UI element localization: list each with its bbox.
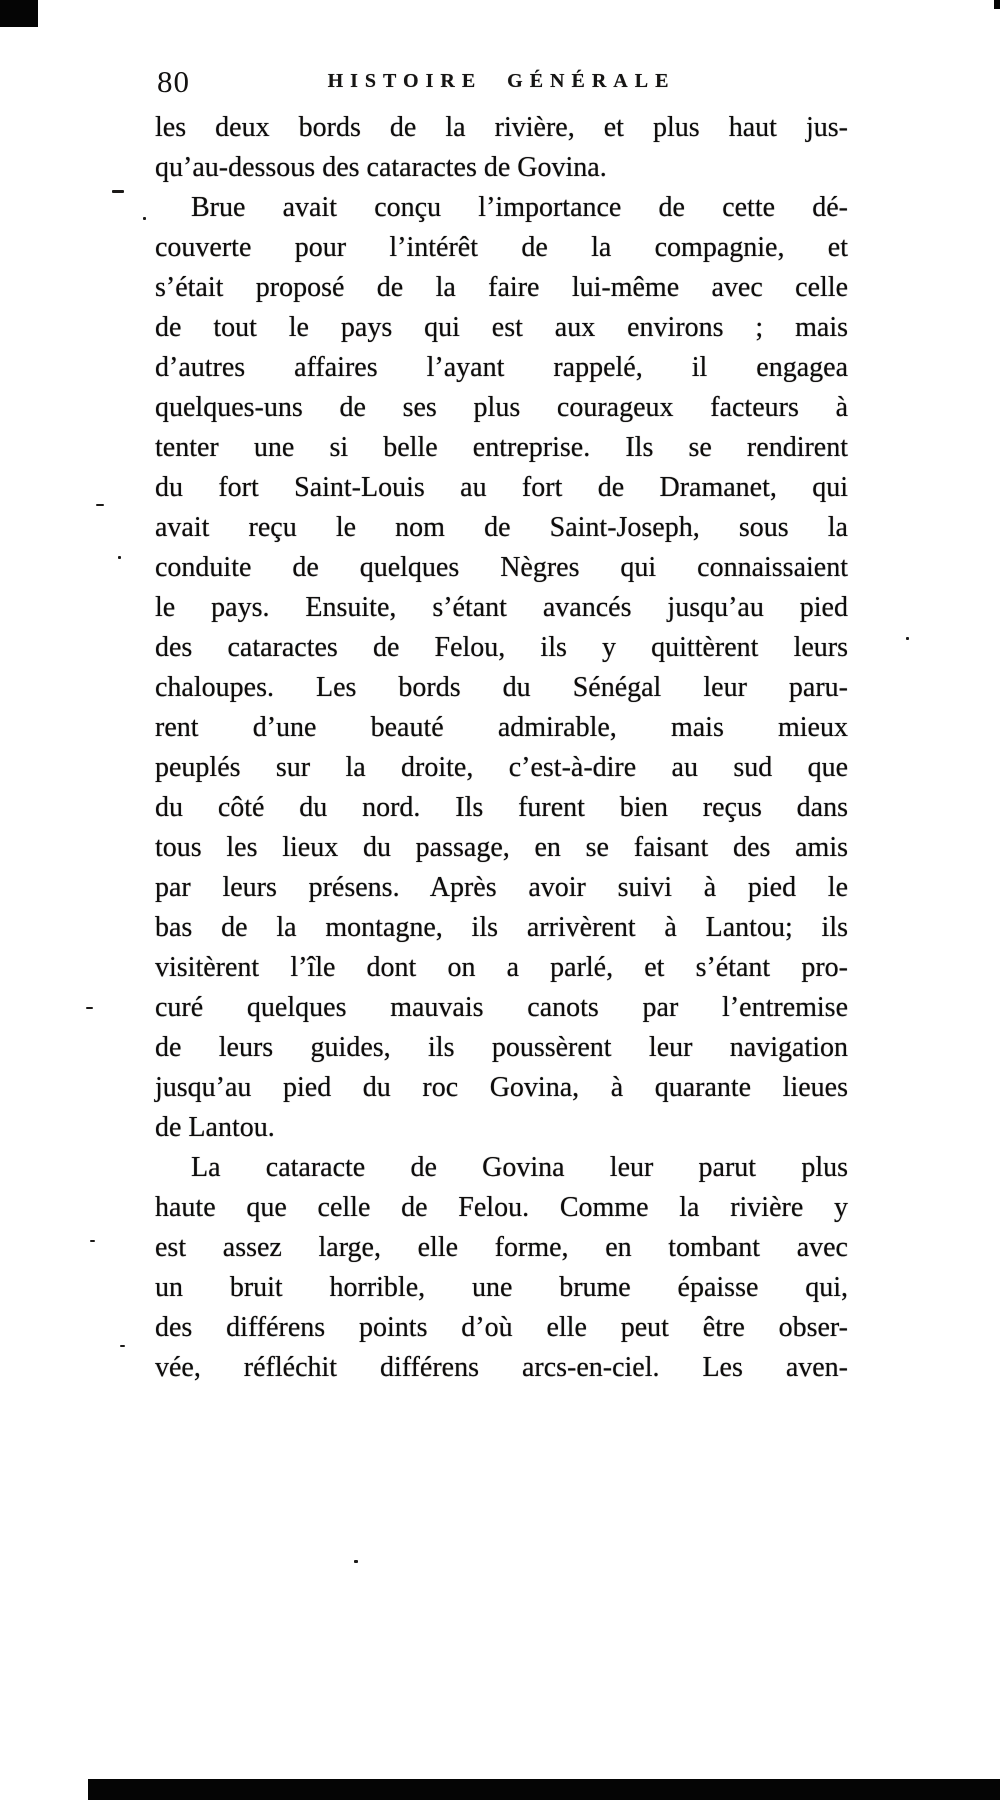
text-line: chaloupes. Les bords du Sénégal leur paru- — [155, 672, 848, 703]
text-line: couverte pour l’intérêt de la compagnie, et — [155, 232, 848, 263]
text-line: du côté du nord. Ils furent bien reçus dans — [155, 792, 848, 823]
text-line: est assez large, elle forme, en tombant avec — [155, 1232, 848, 1263]
text-line: qu’au-dessous des cataractes de Govina. — [155, 152, 607, 183]
scan-artifact-top-left — [0, 0, 38, 27]
text-line: La cataracte de Govina leur parut plus — [191, 1152, 848, 1183]
scan-speck — [143, 217, 146, 220]
text-line: rent d’une beauté admirable, mais mieux — [155, 712, 848, 743]
scan-speck — [354, 1560, 358, 1563]
text-line: un bruit horrible, une brume épaisse qui, — [155, 1272, 848, 1303]
text-line: quelques-uns de ses plus courageux facteurs à — [155, 392, 848, 423]
text-line: vée, réfléchit différens arcs-en-ciel. Les aven- — [155, 1352, 848, 1383]
text-line: par leurs présens. Après avoir suivi à pied le — [155, 872, 848, 903]
text-line: conduite de quelques Nègres qui connaissaient — [155, 552, 848, 583]
scan-speck — [118, 556, 121, 559]
text-line: du fort Saint-Louis au fort de Dramanet, qui — [155, 472, 848, 503]
scan-speck — [906, 637, 909, 640]
running-header — [155, 64, 848, 104]
text-line: les deux bords de la rivière, et plus haut jus- — [155, 112, 848, 143]
text-line: avait reçu le nom de Saint-Joseph, sous la — [155, 512, 848, 543]
text-line: s’était proposé de la faire lui-même avec celle — [155, 272, 848, 303]
text-line: d’autres affaires l’ayant rappelé, il engagea — [155, 352, 848, 383]
scan-speck — [120, 1345, 125, 1347]
running-title: HISTOIRE GÉNÉRALE — [327, 70, 676, 92]
scan-artifact-bottom-bar — [88, 1779, 1000, 1800]
text-line: peuplés sur la droite, c’est-à-dire au sud que — [155, 752, 848, 783]
text-line: le pays. Ensuite, s’étant avancés jusqu’au pied — [155, 592, 848, 623]
text-block — [155, 108, 848, 1388]
text-line: de tout le pays qui est aux environs ; mais — [155, 312, 848, 343]
scan-artifact-top-right — [994, 0, 1000, 9]
scan-speck — [112, 190, 124, 193]
text-line: curé quelques mauvais canots par l’entremise — [155, 992, 848, 1023]
text-line: de Lantou. — [155, 1112, 275, 1143]
text-line: haute que celle de Felou. Comme la rivière y — [155, 1192, 848, 1223]
scan-speck — [90, 1240, 95, 1242]
scan-speck — [96, 504, 104, 506]
text-line: Brue avait conçu l’importance de cette dé- — [191, 192, 848, 223]
text-line: des cataractes de Felou, ils y quittèrent leurs — [155, 632, 848, 663]
text-line: bas de la montagne, ils arrivèrent à Lantou; ils — [155, 912, 848, 943]
text-line: jusqu’au pied du roc Govina, à quarante lieues — [155, 1072, 848, 1103]
page-number: 80 — [157, 64, 190, 99]
text-line: visitèrent l’île dont on a parlé, et s’étant pro- — [155, 952, 848, 983]
scan-speck — [86, 1007, 93, 1009]
text-line: des différens points d’où elle peut être obser- — [155, 1312, 848, 1343]
text-line: tenter une si belle entreprise. Ils se rendirent — [155, 432, 848, 463]
text-line: de leurs guides, ils poussèrent leur navigation — [155, 1032, 848, 1063]
text-line: tous les lieux du passage, en se faisant des amis — [155, 832, 848, 863]
